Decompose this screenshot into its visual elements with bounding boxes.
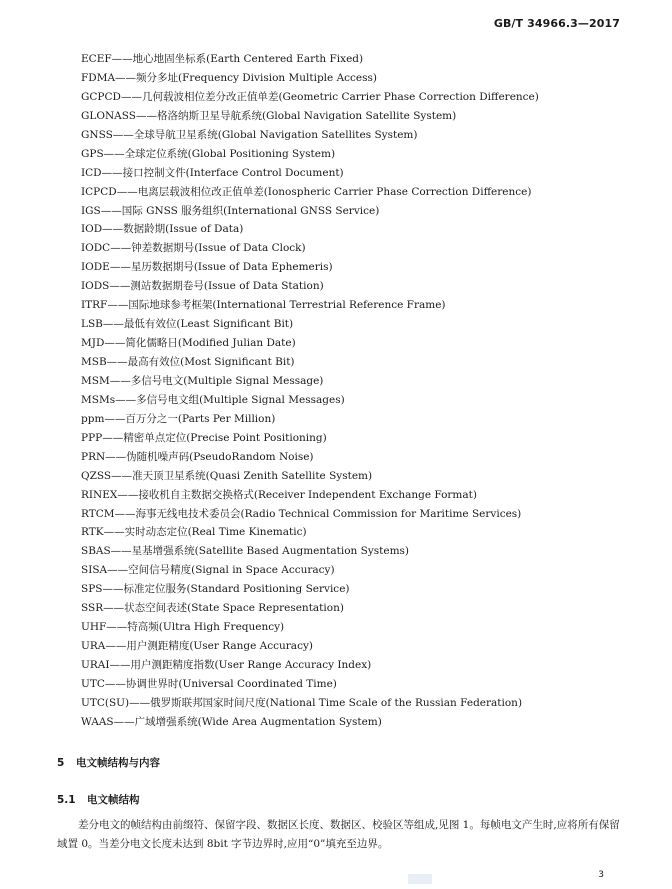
abbreviation-item: UTC(SU)——俄罗斯联邦国家时间尺度(National Time Scale of the Russian Federation) (81, 696, 523, 709)
body-paragraph: 差分电文的帧结构由前缀符、保留字段、数据区长度、数据区、校验区等组成,见图 1。每帧电文产生时,应将所有保留域置 0。当差分电文长度未达到 8bit 字节边界时,应用“0”填充至边界。 (57, 819, 620, 850)
standard-code: GB/T 34966.3—2017 (493, 17, 620, 30)
abbreviation-item: PRN——伪随机噪声码(PseudoRandom Noise) (81, 450, 314, 463)
abbreviation-item: URA——用户测距精度(User Range Accuracy) (81, 640, 313, 653)
abbreviation-item: MSM——多信号电文(Multiple Signal Message) (81, 374, 324, 387)
abbreviation-item: IODE——星历数据期号(Issue of Data Ephemeris) (81, 261, 333, 274)
abbreviation-item: WAAS——广域增强系统(Wide Area Augmentation System) (81, 715, 382, 728)
section-5-heading (57, 755, 160, 770)
section-title: 电文帧结构与内容 (76, 757, 160, 769)
abbreviation-item: RINEX——接收机自主数据交换格式(Receiver Independent Exchange Format) (81, 488, 477, 501)
page-number: 3 (598, 870, 604, 880)
abbreviation-item: ECEF——地心地固坐标系(Earth Centered Earth Fixed) (81, 53, 364, 65)
abbreviation-item: MSB——最高有效位(Most Significant Bit) (81, 356, 295, 368)
section-number: 5 (57, 757, 65, 769)
section-title: 电文帧结构 (87, 794, 140, 806)
abbreviation-item: GLONASS——格洛纳斯卫星导航系统(Global Navigation Satellite System) (81, 109, 457, 122)
abbreviation-item: PPP——精密单点定位(Precise Point Positioning) (81, 431, 327, 444)
abbreviation-item: MSMs——多信号电文组(Multiple Signal Messages) (81, 393, 345, 406)
abbreviation-item: LSB——最低有效位(Least Significant Bit) (81, 318, 294, 331)
abbreviation-item: GPS——全球定位系统(Global Positioning System) (81, 147, 336, 160)
abbreviation-item: ITRF——国际地球参考框架(International Terrestrial Reference Frame) (81, 299, 446, 312)
abbreviation-item: SPS——标准定位服务(Standard Positioning Service) (81, 583, 350, 596)
abbreviation-item: GCPCD——几何载波相位差分改正值单差(Geometric Carrier Phase Correction Difference) (81, 90, 539, 103)
abbreviation-item: IODC——钟差数据期号(Issue of Data Clock) (81, 242, 306, 255)
abbreviation-item: SSR——状态空间表述(State Space Representation) (81, 602, 344, 615)
abbreviation-item: IGS——国际 GNSS 服务组织(International GNSS Service) (81, 204, 380, 217)
abbreviation-list (81, 50, 641, 732)
abbreviation-item: SBAS——星基增强系统(Satellite Based Augmentation Systems) (81, 545, 410, 558)
section-5-1-heading (57, 792, 140, 807)
abbreviation-item: ppm——百万分之一(Parts Per Million) (81, 412, 276, 425)
abbreviation-item: RTCM——海事无线电技术委员会(Radio Technical Commission for Maritime Services) (81, 507, 522, 520)
abbreviation-item: FDMA——频分多址(Frequency Division Multiple Access) (81, 71, 378, 84)
abbreviation-item: ICPCD——电离层载波相位改正值单差(Ionospheric Carrier Phase Correction Difference) (81, 185, 532, 198)
abbreviation-item: GNSS——全球导航卫星系统(Global Navigation Satellites System) (81, 128, 418, 141)
abbreviation-item: UHF——特高频(Ultra High Frequency) (81, 621, 285, 634)
abbreviation-item: ICD——接口控制文件(Interface Control Document) (81, 166, 344, 179)
abbreviation-item: IODS——测站数据期卷号(Issue of Data Station) (81, 280, 324, 293)
abbreviation-item: IOD——数据龄期(Issue of Data) (81, 223, 244, 236)
abbreviation-item: SISA——空间信号精度(Signal in Space Accuracy) (81, 564, 335, 577)
abbreviation-item: URAI——用户测距精度指数(User Range Accuracy Index) (81, 659, 372, 671)
abbreviation-item: MJD——简化儒略日(Modified Julian Date) (81, 337, 296, 350)
abbreviation-item: RTK——实时动态定位(Real Time Kinematic) (81, 526, 307, 539)
body-paragraph-block (57, 816, 629, 854)
section-number: 5.1 (57, 794, 76, 806)
abbreviation-item: UTC——协调世界时(Universal Coordinated Time) (81, 677, 337, 690)
watermark-mark (408, 874, 432, 884)
abbreviation-item: QZSS——准天顶卫星系统(Quasi Zenith Satellite System) (81, 469, 373, 482)
